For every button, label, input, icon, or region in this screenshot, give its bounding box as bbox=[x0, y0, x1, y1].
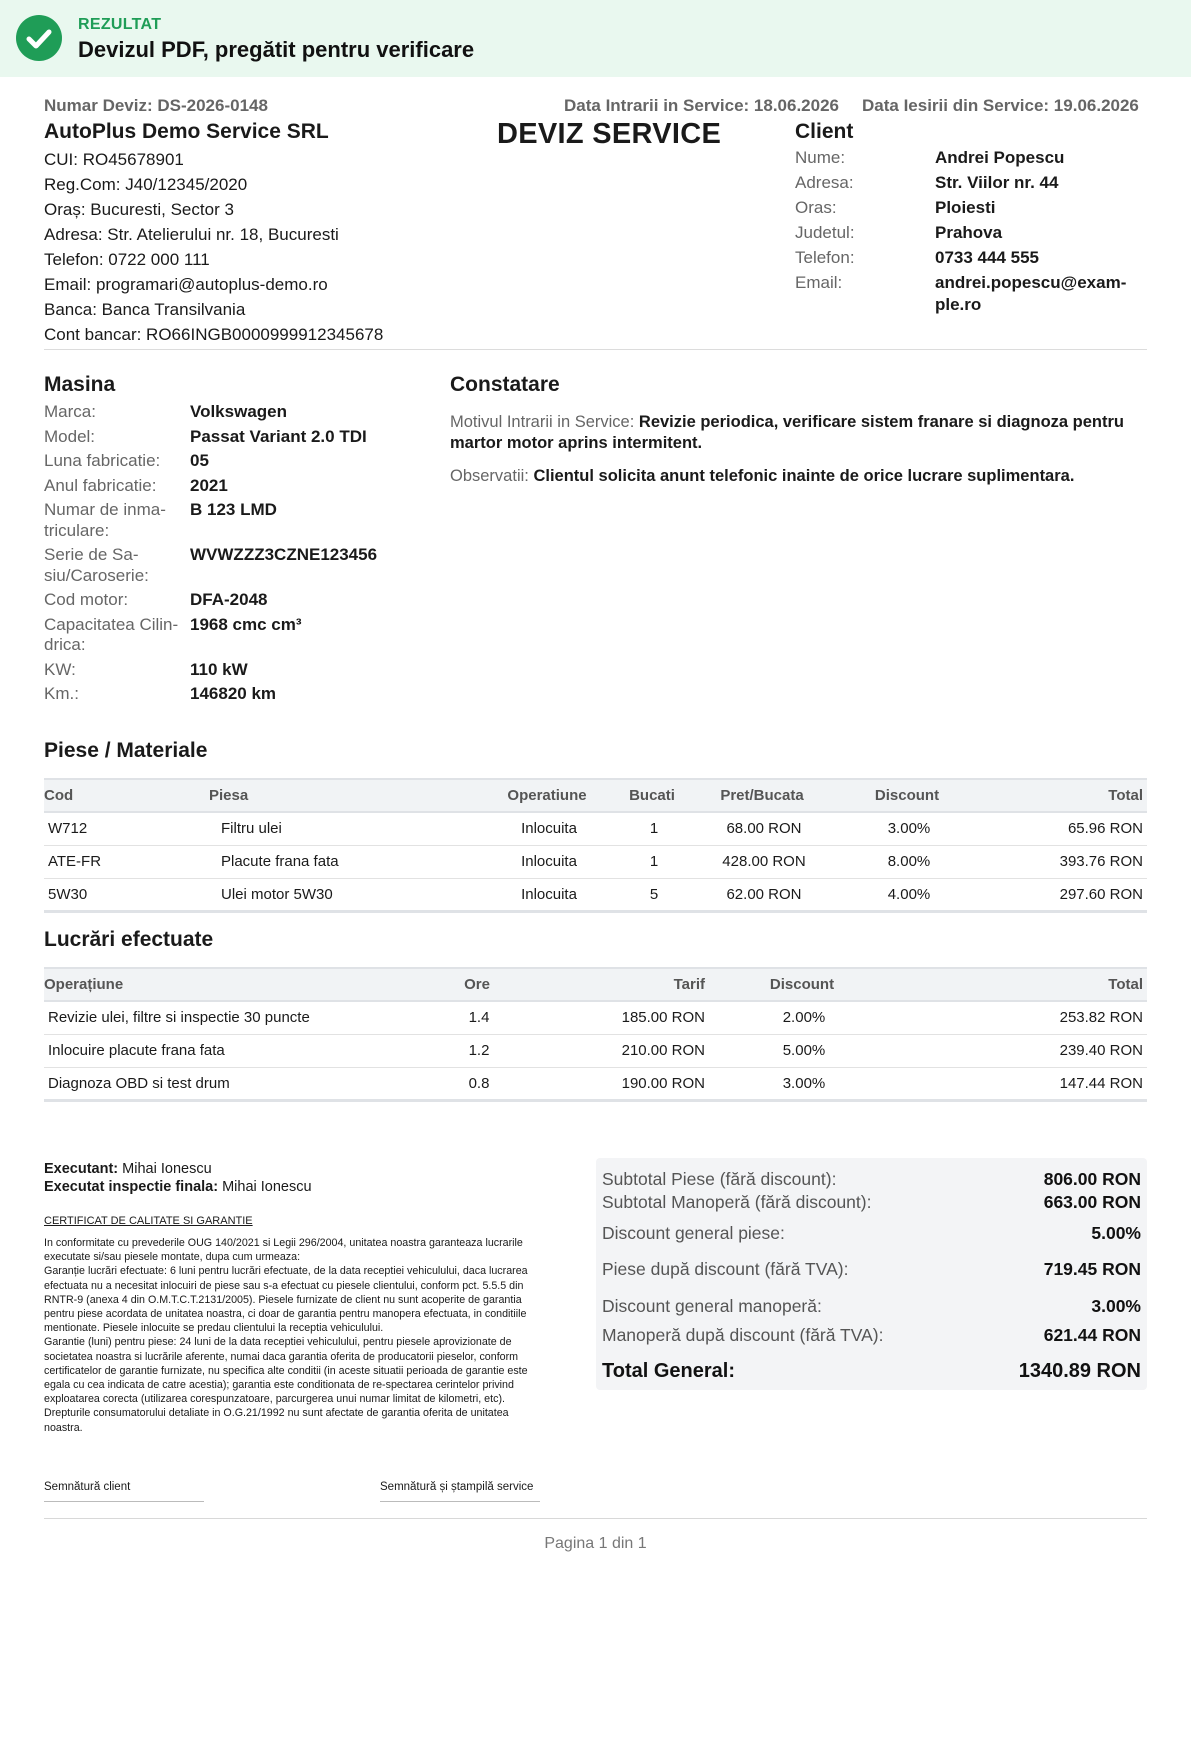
labor-after-value: 621.44 RON bbox=[1043, 1325, 1141, 1345]
company-line: Banca: Banca Transilvania bbox=[44, 300, 246, 319]
car-label: Capacitatea Cilin- drica: bbox=[44, 614, 179, 654]
part-total: 65.96 RON bbox=[979, 812, 1147, 845]
client-value: Ploiesti bbox=[935, 198, 996, 217]
parts-col-header: Total bbox=[979, 779, 1147, 812]
client-label: Judetul: bbox=[795, 223, 855, 242]
part-name: Placute frana fata bbox=[209, 845, 479, 878]
reason-paragraph bbox=[450, 412, 1150, 454]
executant-label: Executant: bbox=[44, 1161, 119, 1177]
observations-paragraph bbox=[450, 466, 1150, 487]
part-qty: 5 bbox=[619, 878, 689, 911]
table-row bbox=[44, 1001, 1147, 1034]
certificate-title: CERTIFICAT DE CALITATE SI GARANTIE bbox=[44, 1215, 253, 1227]
client-label: Adresa: bbox=[795, 173, 854, 192]
labor-hours: 1.4 bbox=[409, 1001, 549, 1034]
client-value: Str. Viilor nr. 44 bbox=[935, 173, 1059, 192]
client-label: Email: bbox=[795, 273, 843, 292]
doc-title: DEVIZ SERVICE bbox=[497, 118, 722, 150]
reason-value: Revizie periodica, verificare sistem franare si diagnoza pentru martor motor aprins intermitent. bbox=[450, 413, 1125, 452]
car-label: Marca: bbox=[44, 402, 96, 421]
car-label: Km.: bbox=[44, 684, 79, 703]
client-label: Nume: bbox=[795, 148, 846, 167]
banner-title: Devizul PDF, pregătit pentru verificare bbox=[78, 37, 475, 62]
banner-label: REZULTAT bbox=[78, 16, 162, 33]
part-total: 393.76 RON bbox=[979, 845, 1147, 878]
page-number: Pagina 1 din 1 bbox=[544, 1535, 647, 1552]
car-label: Cod motor: bbox=[44, 590, 129, 609]
company-line: Adresa: Str. Atelierului nr. 18, Bucuresti bbox=[44, 225, 339, 244]
labor-rate: 210.00 RON bbox=[549, 1034, 709, 1067]
constatare-title: Constatare bbox=[450, 373, 560, 396]
totals-row bbox=[602, 1296, 1141, 1317]
obs-value: Clientul solicita anunt telefonic inainte de orice lucrare suplimentara. bbox=[533, 467, 1075, 485]
grand-total-row bbox=[602, 1360, 1141, 1383]
part-price: 68.00 RON bbox=[689, 812, 839, 845]
part-code: ATE-FR bbox=[44, 845, 209, 878]
discount-labor-label: Discount general manoperă: bbox=[602, 1296, 822, 1316]
labor-operation: Inlocuire placute frana fata bbox=[44, 1034, 409, 1067]
parts-after-label: Piese după discount (fără TVA): bbox=[602, 1259, 849, 1279]
labor-col-header: Ore bbox=[409, 968, 549, 1001]
part-discount: 3.00% bbox=[839, 812, 979, 845]
table-row bbox=[44, 812, 1147, 845]
obs-label: Observatii: bbox=[450, 467, 529, 485]
parts-title: Piese / Materiale bbox=[44, 739, 208, 762]
car-label: Anul fabricatie: bbox=[44, 475, 157, 495]
subtotal-parts-value: 806.00 RON bbox=[1043, 1169, 1141, 1189]
client-label: Telefon: bbox=[795, 248, 855, 267]
part-operation: Inlocuita bbox=[479, 812, 619, 845]
date-out: Data Iesirii din Service: 19.06.2026 bbox=[862, 96, 1139, 115]
labor-col-header: Total bbox=[899, 968, 1147, 1001]
labor-total: 253.82 RON bbox=[899, 1001, 1147, 1034]
labor-discount: 5.00% bbox=[709, 1034, 899, 1067]
table-row bbox=[44, 1067, 1147, 1100]
grand-total-value: 1340.89 RON bbox=[1018, 1360, 1141, 1382]
labor-rate: 190.00 RON bbox=[549, 1067, 709, 1100]
labor-operation: Revizie ulei, filtre si inspectie 30 puncte bbox=[44, 1001, 409, 1034]
parts-col-header: Piesa bbox=[209, 779, 479, 812]
final-inspection-line bbox=[44, 1178, 312, 1196]
table-row bbox=[44, 845, 1147, 878]
car-value: Volkswagen bbox=[190, 402, 287, 421]
part-price: 428.00 RON bbox=[689, 845, 839, 878]
result-banner bbox=[0, 0, 1191, 77]
car-block bbox=[44, 372, 424, 709]
discount-parts-label: Discount general piese: bbox=[602, 1223, 785, 1243]
grand-total-label: Total General: bbox=[602, 1360, 735, 1382]
service-signature: Semnătură și ștampilă service bbox=[380, 1481, 540, 1502]
labor-total: 239.40 RON bbox=[899, 1034, 1147, 1067]
company-line: Email: programari@autoplus-demo.ro bbox=[44, 275, 328, 294]
part-discount: 8.00% bbox=[839, 845, 979, 878]
totals-row bbox=[602, 1259, 1141, 1280]
section-divider bbox=[44, 349, 1147, 350]
certificate-body: In conformitate cu prevederile OUG 140/2021 si Legii 296/2004, unitatea noastra garanteaza lucrarile executate si/sau piesele montate, dupa cum urmeaza: Garanție lucrări efectuate: 6 luni pentru lucrări efectuate, de la data receptiei vehiculului, daca lucrarea efectuata nu a necesitat inlocuiri de piese sau s-a efectuat cu piesele clientului, conform pct. 5.5.5 din RNTR-9 (anexa 4 din O.M.T.C.T.2131/2005). Piesele furnizate de client nu sunt acoperite de garantia pentru piese acordata de unitatea noastra, ci doar de garantia pentru manopera efectuata, in conditiile mentionate. Piesele inlocuite se predau clientului la receptia vehiculului. Garantie (luni) pentru piese: 24 luni de la data receptiei vehiculului, pentru piesele aprovizionate de societatea noastra si lucrările aferente, numai daca garantia oferita de producatorii pieselor, conform certificatelor de garantie furnizate, nu specifica alte conditii (in aceste situatii perioada de garantie este egala cu cea indicata de catre acestia); garantia este conditionata de re-spectarea cerintelor privind exploatarea corecta (utilizarea corespunzatoare, parcurgerea unui numar limitat de kilometri, etc). Drepturile consumatorului detaliate in O.G.21/1992 nu sunt afectate de garantia oferita de unitatea noastra. bbox=[44, 1237, 528, 1434]
parts-col-header: Cod bbox=[44, 779, 209, 812]
totals-box bbox=[596, 1158, 1147, 1390]
part-operation: Inlocuita bbox=[479, 878, 619, 911]
car-value: 1968 cmc cm³ bbox=[190, 614, 302, 634]
car-label: Serie de Sa- siu/Caroserie: bbox=[44, 545, 149, 585]
labor-total: 147.44 RON bbox=[899, 1067, 1147, 1100]
executant-line bbox=[44, 1160, 312, 1178]
parts-after-value: 719.45 RON bbox=[1043, 1259, 1141, 1279]
totals-row bbox=[602, 1169, 1141, 1190]
labor-col-header: Operațiune bbox=[44, 968, 409, 1001]
labor-title: Lucrări efectuate bbox=[44, 928, 214, 951]
car-value: DFA-2048 bbox=[190, 590, 268, 609]
part-qty: 1 bbox=[619, 845, 689, 878]
final-inspection-label: Executat inspectie finala: bbox=[44, 1179, 219, 1195]
part-total: 297.60 RON bbox=[979, 878, 1147, 911]
labor-col-header: Discount bbox=[709, 968, 899, 1001]
client-value: 0733 444 555 bbox=[935, 248, 1039, 267]
reason-label: Motivul Intrarii in Service: bbox=[450, 413, 635, 431]
part-discount: 4.00% bbox=[839, 878, 979, 911]
part-price: 62.00 RON bbox=[689, 878, 839, 911]
doc-number: Numar Deviz: DS-2026-0148 bbox=[44, 96, 268, 115]
car-label: Model: bbox=[44, 426, 96, 446]
client-block bbox=[795, 119, 1147, 319]
labor-operation: Diagnoza OBD si test drum bbox=[44, 1067, 409, 1100]
labor-table bbox=[44, 967, 1147, 1102]
labor-discount: 2.00% bbox=[709, 1001, 899, 1034]
company-line: Oraș: Bucuresti, Sector 3 bbox=[44, 200, 234, 219]
car-label: KW: bbox=[44, 659, 76, 679]
subtotal-labor-value: 663.00 RON bbox=[1043, 1192, 1141, 1212]
table-row bbox=[44, 878, 1147, 911]
table-row bbox=[44, 1034, 1147, 1067]
discount-parts-value: 5.00% bbox=[1091, 1223, 1141, 1243]
parts-col-header: Pret/Bucata bbox=[689, 779, 839, 812]
client-title: Client bbox=[795, 120, 854, 143]
car-value: Passat Variant 2.0 TDI bbox=[190, 426, 367, 446]
executant-value: Mihai Ionescu bbox=[122, 1161, 212, 1177]
totals-row bbox=[602, 1192, 1141, 1213]
parts-col-header: Operatiune bbox=[479, 779, 619, 812]
parts-table bbox=[44, 778, 1147, 913]
footer-divider bbox=[44, 1518, 1147, 1519]
part-operation: Inlocuita bbox=[479, 845, 619, 878]
totals-row bbox=[602, 1223, 1141, 1244]
client-label: Oras: bbox=[795, 198, 837, 217]
client-value: Prahova bbox=[935, 223, 1003, 242]
company-line: Cont bancar: RO66INGB0000999912345678 bbox=[44, 325, 384, 344]
labor-discount: 3.00% bbox=[709, 1067, 899, 1100]
date-in: Data Intrarii in Service: 18.06.2026 bbox=[564, 96, 839, 115]
totals-row bbox=[602, 1325, 1141, 1346]
car-value: WVWZZZ3CZNE123456 bbox=[190, 545, 378, 564]
car-value: 110 kW bbox=[190, 659, 248, 679]
part-qty: 1 bbox=[619, 812, 689, 845]
execution-block bbox=[44, 1160, 312, 1196]
company-block bbox=[44, 119, 464, 347]
car-value: 2021 bbox=[190, 475, 228, 495]
labor-after-label: Manoperă după discount (fără TVA): bbox=[602, 1325, 884, 1345]
part-name: Filtru ulei bbox=[209, 812, 479, 845]
subtotal-parts-label: Subtotal Piese (fără discount): bbox=[602, 1169, 837, 1189]
discount-labor-value: 3.00% bbox=[1091, 1296, 1141, 1316]
labor-col-header: Tarif bbox=[549, 968, 709, 1001]
company-line: Telefon: 0722 000 111 bbox=[44, 250, 210, 269]
car-title: Masina bbox=[44, 373, 116, 396]
parts-header-row bbox=[44, 779, 1147, 812]
car-value: 146820 km bbox=[190, 684, 277, 703]
car-value: B 123 LMD bbox=[190, 500, 277, 519]
client-value: andrei.popescu@exam- ple.ro bbox=[935, 273, 1127, 314]
final-inspection-value: Mihai Ionescu bbox=[222, 1179, 312, 1195]
part-name: Ulei motor 5W30 bbox=[209, 878, 479, 911]
labor-header-row bbox=[44, 968, 1147, 1001]
part-code: 5W30 bbox=[44, 878, 209, 911]
check-circle-icon bbox=[16, 15, 62, 61]
car-label: Luna fabricatie: bbox=[44, 451, 161, 470]
labor-hours: 0.8 bbox=[409, 1067, 549, 1100]
company-line: CUI: RO45678901 bbox=[44, 150, 184, 169]
client-signature: Semnătură client bbox=[44, 1481, 204, 1502]
car-value: 05 bbox=[190, 451, 209, 470]
subtotal-labor-label: Subtotal Manoperă (fără discount): bbox=[602, 1192, 872, 1212]
part-code: W712 bbox=[44, 812, 209, 845]
company-line: Reg.Com: J40/12345/2020 bbox=[44, 175, 248, 194]
labor-hours: 1.2 bbox=[409, 1034, 549, 1067]
company-name: AutoPlus Demo Service SRL bbox=[44, 120, 329, 143]
client-value: Andrei Popescu bbox=[935, 148, 1065, 167]
car-label: Numar de inma- triculare: bbox=[44, 500, 166, 540]
constatare-block bbox=[450, 372, 1150, 499]
parts-col-header: Bucati bbox=[619, 779, 689, 812]
parts-col-header: Discount bbox=[839, 779, 979, 812]
labor-rate: 185.00 RON bbox=[549, 1001, 709, 1034]
